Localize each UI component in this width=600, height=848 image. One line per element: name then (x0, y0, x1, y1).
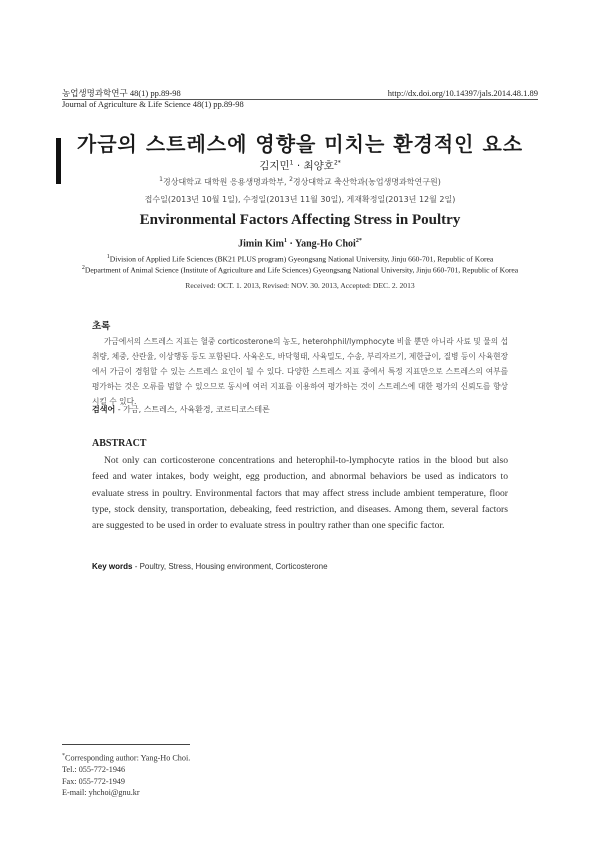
korean-keywords-label: 검색어 (92, 405, 116, 414)
corresponding-author (62, 751, 190, 764)
english-author-1-sup: 1 (284, 238, 287, 244)
doi-link[interactable]: http://dx.doi.org/10.14397/jals.2014.48.1.89 (387, 88, 538, 98)
english-aff1-text: Division of Applied Life Sciences (BK21 PLUS program) Gyeongsang National University, Jinju 660-701, Republic of Korea (109, 254, 494, 264)
korean-author-2: 최양호 (303, 160, 334, 172)
english-keywords-label: Key words (92, 562, 133, 571)
footnote-rule (62, 744, 190, 745)
english-aff2-sup: 2 (81, 265, 85, 271)
korean-title: 가금의 스트레스에 영향을 미치는 환경적인 요소 (76, 132, 524, 156)
english-author-2-sup: 2* (355, 238, 362, 244)
journal-korean: 농업생명과학연구 48(1) pp.89-98 (62, 88, 181, 98)
english-abstract-heading: ABSTRACT (92, 438, 147, 449)
korean-keywords-list: - 가금, 스트레스, 사육환경, 코르티코스테론 (115, 405, 270, 414)
korean-aff2: 경상대학교 축산학과(농업생명과학연구원) (292, 177, 441, 187)
korean-aff1: 경상대학교 대학원 응용생명과학부, (163, 177, 290, 187)
journal-english: Journal of Agriculture & Life Science 48(1) pp.89-98 (62, 99, 244, 109)
english-author-separator: · (287, 238, 295, 250)
corresponding-author-text: Corresponding author: Yang-Ho Choi. (65, 753, 191, 763)
korean-abstract: 가금에서의 스트레스 지표는 혈중 corticosterone의 농도, heterohphil/lymphocyte 비율 뿐만 아니라 사료 및 물의 섭취량, 체중, 산란율, 이상행동 등도 포함된다. 사육온도, 바닥형태, 사육밀도, 수송, 부리자르기, 제한급이, 질병 등이 사육현장에서 가금이 경험할 수 있는 스트레스 요인이 될 수 있다. 다양한 스트레스 지표 중에서 특정 지표만으로 스트레스의 여부를 평가하는 것은 오류를 범할 수 있으므로 동시에 여러 지표를 이용하여 평가하는 것이 스트레스에 대한 평가의 신뢰도를 향상시킬 수 있다. (92, 337, 508, 406)
english-title: Environmental Factors Affecting Stress in Poultry (139, 212, 461, 228)
english-keywords-list: - Poultry, Stress, Housing environment, Corticosterone (132, 562, 328, 571)
korean-author-2-sup: 2* (333, 159, 341, 167)
english-authors (0, 238, 600, 249)
korean-keywords (92, 404, 270, 415)
english-dates: Received: OCT. 1. 2013, Revised: NOV. 30. 2013, Accepted: DEC. 2. 2013 (185, 281, 415, 290)
english-aff1-sup: 1 (106, 254, 110, 260)
english-keywords (92, 562, 328, 571)
english-author-1: Jimin Kim (238, 238, 284, 250)
korean-author-1: 김지민 (259, 160, 290, 172)
author-separator: · (293, 160, 304, 172)
english-author-2: Yang-Ho Choi (294, 238, 356, 250)
footnote-mark: * (62, 753, 65, 759)
korean-author-1-sup: 1 (289, 159, 294, 167)
telephone: Tel.: 055-772-1946 (62, 765, 126, 775)
english-abstract: Not only can corticosterone concentrations and heterophil-to-lymphocyte ratios in the blood but also feed and water intakes, body weight, egg production, and abnormal behaviors be used as indicators to evaluate stress in poultry. Environmental factors that may affect stress include ambient temperature, floor type, stock density, transportation, debeaking, feed restriction, and diseases. Among them, several factors are suggested to be used in order to evaluate stress in poultry rather than one specific factor. (92, 455, 508, 532)
header-rule (62, 99, 538, 100)
fax: Fax: 055-772-1949 (62, 776, 125, 786)
footnote (62, 751, 190, 799)
email[interactable]: E-mail: yhchoi@gnu.kr (62, 788, 140, 798)
korean-authors (0, 158, 600, 173)
korean-abstract-heading: 초록 (92, 321, 111, 332)
english-aff2-text: Department of Animal Science (Institute of Agriculture and Life Sciences) Gyeongsang National University, Jinju 660-701, Republic of Korea (84, 265, 519, 275)
english-affiliation-2 (0, 265, 600, 275)
english-affiliation-1 (0, 254, 600, 264)
korean-dates: 접수일(2013년 10월 1일), 수정일(2013년 11월 30일), 게재확정일(2013년 12월 2일) (144, 195, 456, 204)
korean-affiliations (0, 176, 600, 188)
korean-aff1-sup: 1 (159, 176, 163, 183)
korean-aff2-sup: 2 (289, 176, 293, 183)
